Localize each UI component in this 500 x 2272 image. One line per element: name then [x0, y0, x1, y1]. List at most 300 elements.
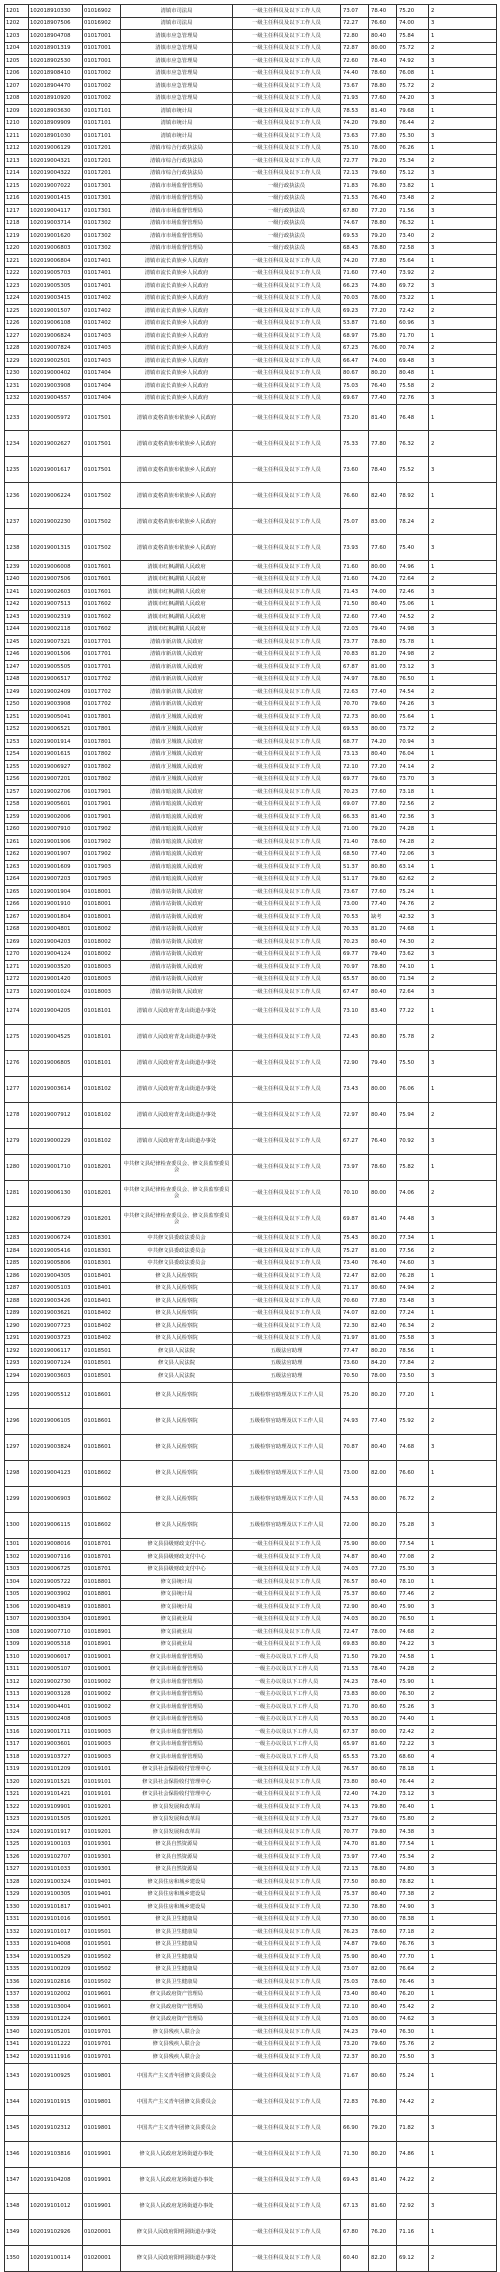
- seq-cell: 1295: [5, 1382, 29, 1408]
- table-row: [5, 2051, 497, 2064]
- seq-cell: 1325: [5, 1838, 29, 1851]
- table-row: [5, 5, 497, 18]
- seq-cell: 1338: [5, 2001, 29, 2014]
- rank-cell: 1: [429, 786, 497, 799]
- rank-cell: 1: [429, 67, 497, 80]
- interview-score-cell: 77.80: [369, 1295, 397, 1308]
- total-score-cell: 74.40: [397, 1713, 429, 1726]
- interview-score-cell: 80.40: [369, 1551, 397, 1564]
- post-name-cell: 一级主任科员及以下工作人员: [233, 1851, 341, 1864]
- rank-cell: 2: [429, 1926, 497, 1939]
- agency-cell: 修文县人民政府龙场街道办事处: [121, 2193, 233, 2219]
- post-name-cell: 一级主办以及以下工作人员: [233, 1726, 341, 1739]
- rank-cell: 1: [429, 998, 497, 1024]
- total-score-cell: 74.26: [397, 698, 429, 711]
- seq-cell: 1323: [5, 1813, 29, 1826]
- interview-score-cell: 80.40: [369, 986, 397, 999]
- seq-cell: 1202: [5, 17, 29, 30]
- interview-score-cell: 77.40: [369, 392, 397, 405]
- table-row: [5, 761, 497, 774]
- ticket-cell: 102019101421: [29, 1788, 83, 1801]
- post-code-cell: 01018201: [83, 1180, 121, 1206]
- rank-cell: 2: [429, 798, 497, 811]
- written-score-cell: 72.63: [341, 686, 369, 699]
- seq-cell: 1349: [5, 2219, 29, 2245]
- table-row: [5, 2141, 497, 2167]
- post-code-cell: 01017701: [83, 648, 121, 661]
- post-code-cell: 01019401: [83, 1876, 121, 1889]
- agency-cell: 清镇市站街镇人民政府: [121, 911, 233, 924]
- ticket-cell: 102019006115: [29, 1512, 83, 1538]
- table-row: [5, 1357, 497, 1370]
- rank-cell: 1: [429, 2141, 497, 2167]
- interview-score-cell: 80.00: [369, 2013, 397, 2026]
- total-score-cell: 72.64: [397, 986, 429, 999]
- seq-cell: 1248: [5, 673, 29, 686]
- written-score-cell: 70.60: [341, 1295, 369, 1308]
- table-row: [5, 1370, 497, 1383]
- post-name-cell: 一级主任科员及以下工作人员: [233, 431, 341, 457]
- post-code-cell: 01018801: [83, 1576, 121, 1589]
- seq-cell: 1233: [5, 405, 29, 431]
- total-score-cell: 74.06: [397, 1180, 429, 1206]
- post-name-cell: 一级主任科员及以下工作人员: [233, 773, 341, 786]
- rank-cell: 2: [429, 1180, 497, 1206]
- ticket-cell: 102019006824: [29, 330, 83, 343]
- seq-cell: 1335: [5, 1963, 29, 1976]
- interview-score-cell: 78.80: [369, 242, 397, 255]
- interview-score-cell: 74.80: [369, 280, 397, 293]
- ticket-cell: 102019003908: [29, 698, 83, 711]
- post-name-cell: 一级主任科员及以下工作人员: [233, 873, 341, 886]
- post-code-cell: 01017001: [83, 30, 121, 43]
- written-score-cell: 74.13: [341, 1801, 369, 1814]
- seq-cell: 1250: [5, 698, 29, 711]
- post-code-cell: 01018102: [83, 1102, 121, 1128]
- post-name-cell: 一级主任科员及以下工作人员: [233, 67, 341, 80]
- seq-cell: 1344: [5, 2089, 29, 2115]
- total-score-cell: 76.40: [397, 1801, 429, 1814]
- agency-cell: 修文县县级财政支付中心: [121, 1563, 233, 1576]
- written-score-cell: 72.30: [341, 1320, 369, 1333]
- seq-cell: 1205: [5, 55, 29, 68]
- seq-cell: 1275: [5, 1024, 29, 1050]
- post-name-cell: 一级主任科员及以下工作人员: [233, 648, 341, 661]
- interview-score-cell: 82.00: [369, 1460, 397, 1486]
- seq-cell: 1239: [5, 561, 29, 574]
- rank-cell: 3: [429, 811, 497, 824]
- rank-cell: 1: [429, 330, 497, 343]
- written-score-cell: 71.43: [341, 586, 369, 599]
- agency-cell: 修文县住房和城乡建设局: [121, 1888, 233, 1901]
- rank-cell: 2: [429, 1024, 497, 1050]
- ticket-cell: 102019100114: [29, 2245, 83, 2271]
- written-score-cell: 72.27: [341, 17, 369, 30]
- rank-cell: 2: [429, 1663, 497, 1676]
- rank-cell: 2: [429, 836, 497, 849]
- agency-cell: 修文县卫生健康局: [121, 1963, 233, 1976]
- rank-cell: 1: [429, 561, 497, 574]
- ticket-cell: 102019111916: [29, 2051, 83, 2064]
- rank-cell: 3: [429, 948, 497, 961]
- agency-cell: 清镇市综合行政执法局: [121, 167, 233, 180]
- seq-cell: 1220: [5, 242, 29, 255]
- seq-cell: 1302: [5, 1551, 29, 1564]
- rank-cell: 3: [429, 2051, 497, 2064]
- post-code-cell: 01017801: [83, 711, 121, 724]
- post-name-cell: 一级主任科员及以下工作人员: [233, 509, 341, 535]
- agency-cell: 清镇市流长苗族乡人民政府: [121, 367, 233, 380]
- table-row: [5, 230, 497, 243]
- post-name-cell: 五级检察官助理及以下工作人员: [233, 1408, 341, 1434]
- rank-cell: 1: [429, 673, 497, 686]
- seq-cell: 1264: [5, 873, 29, 886]
- post-code-cell: 01019701: [83, 2038, 121, 2051]
- post-code-cell: 01019002: [83, 1688, 121, 1701]
- total-score-cell: 73.48: [397, 192, 429, 205]
- ticket-cell: 102019004801: [29, 923, 83, 936]
- interview-score-cell: 83.40: [369, 998, 397, 1024]
- rank-cell: 3: [429, 1976, 497, 1989]
- post-code-cell: 01018601: [83, 1382, 121, 1408]
- post-name-cell: 一级主任科员及以下工作人员: [233, 2026, 341, 2039]
- agency-cell: 清镇市站街镇人民政府: [121, 986, 233, 999]
- seq-cell: 1269: [5, 936, 29, 949]
- ticket-cell: 102019004123: [29, 1460, 83, 1486]
- post-name-cell: 一级主任科员及以下工作人员: [233, 1102, 341, 1128]
- interview-score-cell: 78.80: [369, 80, 397, 93]
- written-score-cell: 72.43: [341, 1024, 369, 1050]
- seq-cell: 1222: [5, 267, 29, 280]
- post-name-cell: 一级主任科员及以下工作人员: [233, 961, 341, 974]
- agency-cell: 清镇市应急管理局: [121, 92, 233, 105]
- post-code-cell: 01017403: [83, 330, 121, 343]
- interview-score-cell: 77.80: [369, 130, 397, 143]
- seq-cell: 1232: [5, 392, 29, 405]
- agency-cell: 清镇市人民政府青龙山街道办事处: [121, 1024, 233, 1050]
- agency-cell: 修文县人民检察院: [121, 1382, 233, 1408]
- ticket-cell: 102019001914: [29, 736, 83, 749]
- table-row: [5, 1976, 497, 1989]
- interview-score-cell: 77.40: [369, 267, 397, 280]
- post-name-cell: 一级主任科员及以下工作人员: [233, 561, 341, 574]
- interview-score-cell: 80.00: [369, 1486, 397, 1512]
- seq-cell: 1253: [5, 736, 29, 749]
- table-row: [5, 1626, 497, 1639]
- written-score-cell: 73.20: [341, 2038, 369, 2051]
- agency-cell: 清镇市市场监督管理局: [121, 217, 233, 230]
- post-code-cell: 01017902: [83, 848, 121, 861]
- table-row: [5, 17, 497, 30]
- total-score-cell: 74.22: [397, 1638, 429, 1651]
- rank-cell: 1: [429, 1345, 497, 1358]
- rank-cell: 2: [429, 2089, 497, 2115]
- agency-cell: 修文县市场监督管理局: [121, 1688, 233, 1701]
- table-row: [5, 1563, 497, 1576]
- table-row: [5, 1926, 497, 1939]
- agency-cell: 修文县人民检察院: [121, 1332, 233, 1345]
- post-name-cell: 一级主任科员及以下工作人员: [233, 1951, 341, 1964]
- rank-cell: 3: [429, 2013, 497, 2026]
- table-row: [5, 142, 497, 155]
- seq-cell: 1284: [5, 1245, 29, 1258]
- table-row: [5, 1102, 497, 1128]
- interview-score-cell: 76.40: [369, 1257, 397, 1270]
- table-row: [5, 848, 497, 861]
- seq-cell: 1257: [5, 786, 29, 799]
- ticket-cell: 102019001906: [29, 836, 83, 849]
- total-score-cell: 76.32: [397, 431, 429, 457]
- seq-cell: 1207: [5, 80, 29, 93]
- agency-cell: 清镇市流长苗族乡人民政府: [121, 267, 233, 280]
- seq-cell: 1287: [5, 1282, 29, 1295]
- post-code-cell: 01019801: [83, 2063, 121, 2089]
- post-code-cell: 01017602: [83, 598, 121, 611]
- total-score-cell: 74.42: [397, 2089, 429, 2115]
- written-score-cell: 73.60: [341, 1357, 369, 1370]
- interview-score-cell: 80.40: [369, 1576, 397, 1589]
- agency-cell: 修文县人民政府阳明洞街道办事处: [121, 2219, 233, 2245]
- interview-score-cell: 80.40: [369, 1988, 397, 2001]
- post-name-cell: 一级主任科员及以下工作人员: [233, 861, 341, 874]
- seq-cell: 1228: [5, 342, 29, 355]
- post-code-cell: 01017901: [83, 811, 121, 824]
- table-row: [5, 961, 497, 974]
- post-name-cell: 一级主任科员及以下工作人员: [233, 1551, 341, 1564]
- table-row: [5, 1257, 497, 1270]
- agency-cell: 修文县市场监督管理局: [121, 1676, 233, 1689]
- ticket-cell: 102019004203: [29, 936, 83, 949]
- table-row: [5, 1988, 497, 2001]
- post-code-cell: 01017302: [83, 217, 121, 230]
- ticket-cell: 102019002319: [29, 611, 83, 624]
- post-code-cell: 01018801: [83, 1601, 121, 1614]
- rank-cell: 1: [429, 1154, 497, 1180]
- interview-score-cell: 77.60: [369, 535, 397, 561]
- agency-cell: 修文县卫生健康局: [121, 1926, 233, 1939]
- post-name-cell: 一级主任科员及以下工作人员: [233, 786, 341, 799]
- table-row: [5, 55, 497, 68]
- post-name-cell: 一级主任科员及以下工作人员: [233, 1813, 341, 1826]
- ticket-cell: 102019006129: [29, 142, 83, 155]
- interview-score-cell: 78.40: [369, 55, 397, 68]
- agency-cell: 修文县残疾人联合会: [121, 2051, 233, 2064]
- total-score-cell: 76.44: [397, 1776, 429, 1789]
- rank-cell: 3: [429, 535, 497, 561]
- agency-cell: 清镇市麦格苗族布依族乡人民政府: [121, 535, 233, 561]
- interview-score-cell: 80.00: [369, 1076, 397, 1102]
- seq-cell: 1226: [5, 317, 29, 330]
- rank-cell: 1: [429, 180, 497, 193]
- written-score-cell: 77.50: [341, 1876, 369, 1889]
- interview-score-cell: 80.20: [369, 2141, 397, 2167]
- post-name-cell: 一级主办以及以下工作人员: [233, 1751, 341, 1764]
- ticket-cell: 102019004124: [29, 948, 83, 961]
- table-row: [5, 723, 497, 736]
- agency-cell: 清镇市站街镇人民政府: [121, 923, 233, 936]
- rank-cell: 2: [429, 2038, 497, 2051]
- total-score-cell: 75.80: [397, 1813, 429, 1826]
- ticket-cell: 102019001609: [29, 861, 83, 874]
- rank-cell: 2: [429, 5, 497, 18]
- post-name-cell: 一级主任科员及以下工作人员: [233, 673, 341, 686]
- rank-cell: 3: [429, 1601, 497, 1614]
- ticket-cell: 102019005601: [29, 798, 83, 811]
- post-name-cell: 一级主任科员及以下工作人员: [233, 1538, 341, 1551]
- ticket-cell: 102019003908: [29, 380, 83, 393]
- post-name-cell: 一级主任科员及以下工作人员: [233, 130, 341, 143]
- post-code-cell: 01017002: [83, 92, 121, 105]
- rank-cell: 1: [429, 1651, 497, 1664]
- table-row: [5, 661, 497, 674]
- post-name-cell: 一级主任科员及以下工作人员: [233, 1976, 341, 1989]
- ticket-cell: 102019002730: [29, 1676, 83, 1689]
- rank-cell: 2: [429, 648, 497, 661]
- total-score-cell: 74.28: [397, 836, 429, 849]
- total-score-cell: 75.64: [397, 255, 429, 268]
- total-score-cell: 72.58: [397, 242, 429, 255]
- rank-cell: 3: [429, 242, 497, 255]
- rank-cell: 2: [429, 2167, 497, 2193]
- written-score-cell: 68.97: [341, 330, 369, 343]
- rank-cell: 3: [429, 1701, 497, 1714]
- written-score-cell: 70.10: [341, 1180, 369, 1206]
- interview-score-cell: 76.80: [369, 2089, 397, 2115]
- table-row: [5, 1738, 497, 1751]
- ticket-cell: 102019006521: [29, 723, 83, 736]
- agency-cell: 清镇市人民政府青龙山街道办事处: [121, 1076, 233, 1102]
- seq-cell: 1266: [5, 898, 29, 911]
- seq-cell: 1281: [5, 1180, 29, 1206]
- interview-score-cell: 78.60: [369, 836, 397, 849]
- total-score-cell: 78.24: [397, 509, 429, 535]
- agency-cell: 清镇市红枫湖镇人民政府: [121, 573, 233, 586]
- interview-score-cell: 81.00: [369, 1332, 397, 1345]
- post-code-cell: 01018602: [83, 1512, 121, 1538]
- interview-score-cell: 74.20: [369, 736, 397, 749]
- written-score-cell: 73.00: [341, 898, 369, 911]
- written-score-cell: 73.97: [341, 1154, 369, 1180]
- ticket-cell: 102019005972: [29, 405, 83, 431]
- seq-cell: 1343: [5, 2063, 29, 2089]
- seq-cell: 1348: [5, 2193, 29, 2219]
- total-score-cell: 72.64: [397, 573, 429, 586]
- rank-cell: 2: [429, 686, 497, 699]
- post-name-cell: 一级主任科员及以下工作人员: [233, 2167, 341, 2193]
- agency-cell: 清镇市麦格苗族布依族乡人民政府: [121, 483, 233, 509]
- total-score-cell: 79.68: [397, 105, 429, 118]
- interview-score-cell: 81.40: [369, 1206, 397, 1232]
- table-row: [5, 1813, 497, 1826]
- rank-cell: 2: [429, 431, 497, 457]
- post-name-cell: 一级主任科员及以下工作人员: [233, 117, 341, 130]
- rank-cell: 1: [429, 923, 497, 936]
- seq-cell: 1330: [5, 1901, 29, 1914]
- rank-cell: 1: [429, 2219, 497, 2245]
- interview-score-cell: 78.80: [369, 1901, 397, 1914]
- written-score-cell: 70.50: [341, 1370, 369, 1383]
- written-score-cell: 72.10: [341, 761, 369, 774]
- rank-cell: 3: [429, 2193, 497, 2219]
- table-row: [5, 242, 497, 255]
- agency-cell: 修文县自然资源局: [121, 1851, 233, 1864]
- ticket-cell: 102019004205: [29, 998, 83, 1024]
- total-score-cell: 78.92: [397, 483, 429, 509]
- written-score-cell: 66.90: [341, 2115, 369, 2141]
- post-code-cell: 01017502: [83, 509, 121, 535]
- written-score-cell: 74.87: [341, 1551, 369, 1564]
- table-row: [5, 673, 497, 686]
- ticket-cell: 102019101817: [29, 1901, 83, 1914]
- post-name-cell: 一级主任科员及以下工作人员: [233, 2115, 341, 2141]
- written-score-cell: 69.77: [341, 773, 369, 786]
- seq-cell: 1211: [5, 130, 29, 143]
- post-code-cell: 01017201: [83, 142, 121, 155]
- seq-cell: 1201: [5, 5, 29, 18]
- table-row: [5, 873, 497, 886]
- interview-score-cell: 78.00: [369, 292, 397, 305]
- written-score-cell: 74.23: [341, 2026, 369, 2039]
- ticket-cell: 102019005512: [29, 1382, 83, 1408]
- interview-score-cell: 81.20: [369, 648, 397, 661]
- agency-cell: 清镇市流长苗族乡人民政府: [121, 380, 233, 393]
- interview-score-cell: 78.00: [369, 1626, 397, 1639]
- written-score-cell: 70.97: [341, 961, 369, 974]
- ticket-cell: 102019005416: [29, 1245, 83, 1258]
- agency-cell: 清镇市红枫湖镇人民政府: [121, 623, 233, 636]
- ticket-cell: 102019004322: [29, 167, 83, 180]
- interview-score-cell: 77.20: [369, 205, 397, 218]
- interview-score-cell: 79.60: [369, 1813, 397, 1826]
- table-row: [5, 998, 497, 1024]
- post-code-cell: 01017802: [83, 761, 121, 774]
- agency-cell: 修文县人民法院: [121, 1345, 233, 1358]
- ticket-cell: 102018908410: [29, 67, 83, 80]
- seq-cell: 1246: [5, 648, 29, 661]
- agency-cell: 清镇市新店镇人民政府: [121, 673, 233, 686]
- seq-cell: 1259: [5, 811, 29, 824]
- interview-score-cell: 79.40: [369, 623, 397, 636]
- post-code-cell: 01018402: [83, 1332, 121, 1345]
- ticket-cell: 102019101209: [29, 1763, 83, 1776]
- post-code-cell: 01019401: [83, 1901, 121, 1914]
- seq-cell: 1313: [5, 1688, 29, 1701]
- table-row: [5, 1512, 497, 1538]
- written-score-cell: 72.60: [341, 55, 369, 68]
- interview-score-cell: 79.80: [369, 1826, 397, 1839]
- interview-score-cell: 79.80: [369, 117, 397, 130]
- post-name-cell: 一级主任科员及以下工作人员: [233, 811, 341, 824]
- post-code-cell: 01018002: [83, 923, 121, 936]
- post-name-cell: 一级主任科员及以下工作人员: [233, 2089, 341, 2115]
- total-score-cell: 74.54: [397, 686, 429, 699]
- written-score-cell: 74.20: [341, 255, 369, 268]
- agency-cell: 清镇市人民政府青龙山街道办事处: [121, 1128, 233, 1154]
- total-score-cell: 69.48: [397, 355, 429, 368]
- total-score-cell: 78.38: [397, 1913, 429, 1926]
- post-name-cell: 一级主任科员及以下工作人员: [233, 1626, 341, 1639]
- interview-score-cell: 78.40: [369, 1676, 397, 1689]
- score-table: [4, 4, 497, 2272]
- ticket-cell: 102019005703: [29, 267, 83, 280]
- ticket-cell: 102019004401: [29, 1701, 83, 1714]
- total-score-cell: 78.18: [397, 1763, 429, 1776]
- rank-cell: 1: [429, 598, 497, 611]
- total-score-cell: 75.12: [397, 167, 429, 180]
- table-row: [5, 1154, 497, 1180]
- post-code-cell: 01019502: [83, 1951, 121, 1964]
- table-row: [5, 798, 497, 811]
